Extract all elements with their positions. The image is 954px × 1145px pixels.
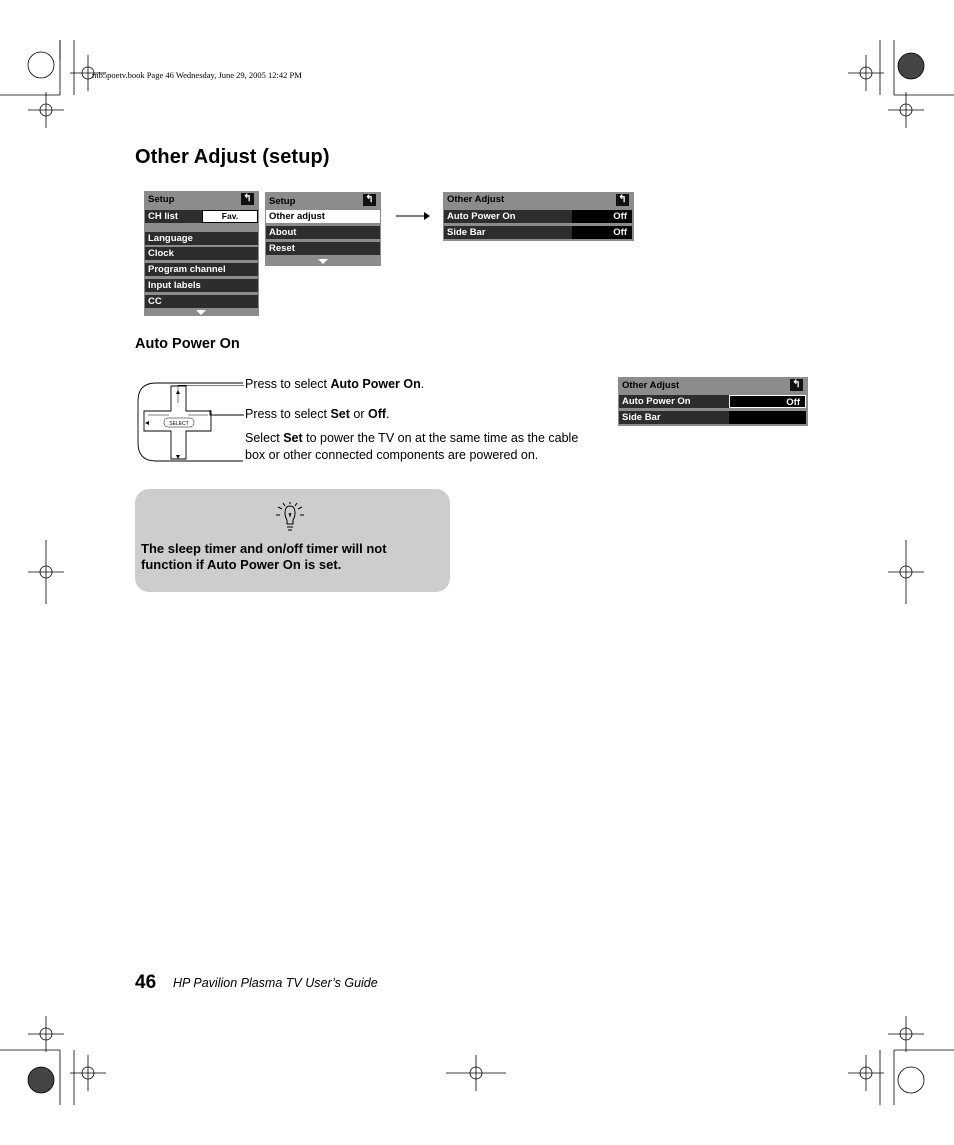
arrow-right-icon: [396, 210, 430, 222]
lightbulb-icon: [272, 501, 308, 535]
back-icon[interactable]: ↰: [616, 194, 629, 206]
menu-title: Other Adjust: [447, 194, 505, 205]
menu-title: Other Adjust: [622, 380, 680, 391]
scroll-down-icon[interactable]: [196, 310, 206, 315]
callout-lines: [170, 385, 246, 423]
menu-item-reset[interactable]: Reset: [266, 242, 380, 255]
menu-item-language[interactable]: Language: [145, 232, 258, 245]
menu-item-clock[interactable]: Clock: [145, 247, 258, 260]
section-title: Auto Power On: [135, 336, 240, 352]
auto-power-on-value: Off: [572, 210, 632, 223]
file-info: mb5poetv.book Page 46 Wednesday, June 29, 2005 12:42 PM: [92, 70, 302, 80]
osd-other-adjust-menu: [443, 192, 634, 241]
menu-item-input-labels[interactable]: Input labels: [145, 279, 258, 292]
menu-title: Setup: [269, 196, 296, 207]
back-icon[interactable]: ↰: [790, 379, 803, 391]
back-icon[interactable]: ↰: [241, 193, 254, 205]
tip-box: [135, 489, 450, 592]
auto-power-on-value: Off: [729, 395, 806, 408]
menu-item-about[interactable]: About: [266, 226, 380, 239]
osd-other-adjust-menu-2: [618, 377, 808, 426]
guide-title: HP Pavilion Plasma TV User’s Guide: [173, 976, 378, 990]
osd-setup-main-menu: [144, 191, 259, 316]
menu-item-side-bar[interactable]: Side Bar: [619, 411, 806, 424]
scroll-down-icon[interactable]: [318, 259, 328, 264]
menu-item-program-channel[interactable]: Program channel: [145, 263, 258, 276]
tip-text: The sleep timer and on/off timer will not function if Auto Power On is set.: [141, 541, 387, 572]
menu-item-ch-list[interactable]: CH list Fav.: [145, 210, 258, 223]
instruction-select-auto-power-on: Press to select Auto Power On.: [245, 377, 425, 391]
menu-item-other-adjust[interactable]: Other adjust: [266, 210, 380, 223]
page-number: 46: [135, 972, 157, 993]
menu-item-cc[interactable]: CC: [145, 295, 258, 308]
menu-item-auto-power-on[interactable]: Auto Power On Off: [619, 395, 806, 408]
menu-title: Setup: [148, 194, 175, 205]
select-label: SELECT: [169, 421, 189, 427]
menu-item-auto-power-on[interactable]: Auto Power On Off: [444, 210, 632, 223]
side-bar-value: [729, 411, 806, 424]
ch-list-value: Fav.: [202, 210, 258, 223]
side-bar-value: Off: [572, 226, 632, 239]
description: Select Set to power the TV on at the same time as the cable box or other connected components are powered on.: [245, 431, 579, 462]
back-icon[interactable]: ↰: [363, 194, 376, 206]
page-title: Other Adjust (setup): [135, 146, 330, 168]
menu-item-side-bar[interactable]: Side Bar Off: [444, 226, 632, 239]
instruction-select-set-off: Press to select Set or Off.: [245, 407, 390, 421]
osd-setup-other-menu: [265, 192, 381, 266]
